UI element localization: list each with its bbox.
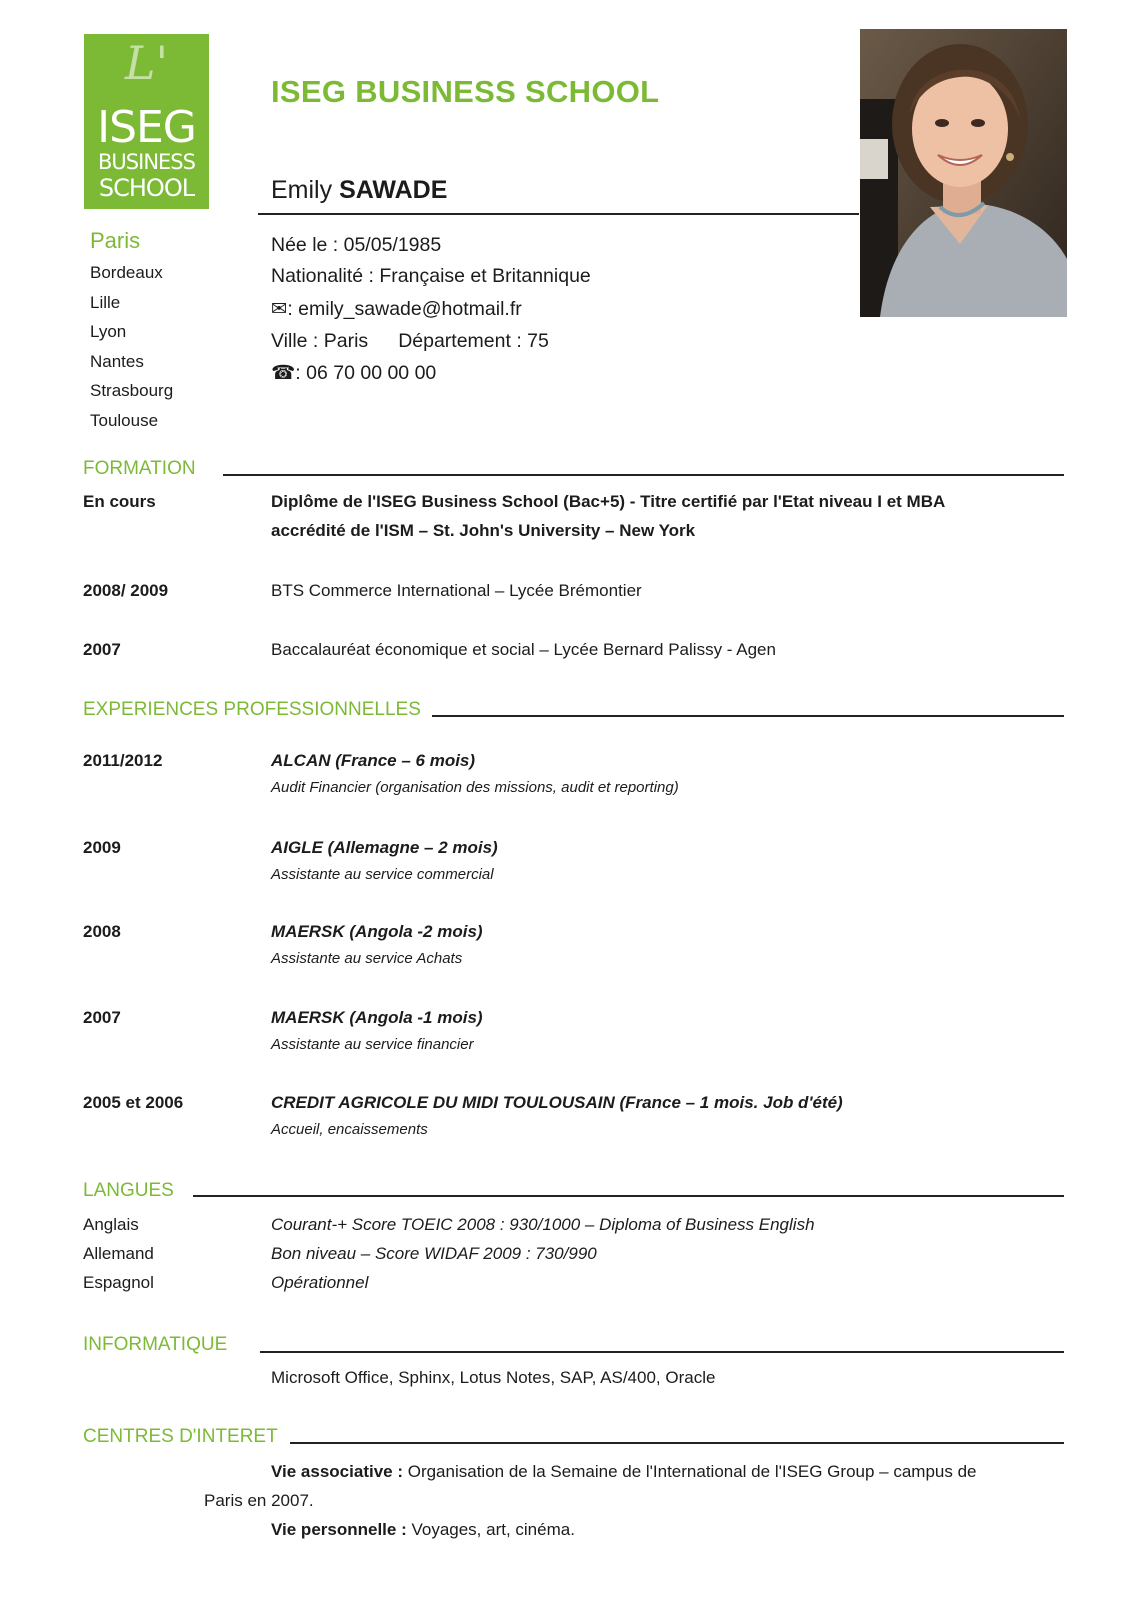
logo-mark: L' — [124, 36, 169, 90]
phone-line — [271, 361, 436, 385]
language-name: Espagnol — [83, 1273, 154, 1292]
section-divider — [260, 1351, 1064, 1353]
name-divider — [258, 213, 859, 215]
section-divider — [223, 474, 1064, 476]
it-skills-list: Microsoft Office, Sphinx, Lotus Notes, SAP, AS/400, Oracle — [271, 1368, 716, 1387]
section-title-experience: EXPERIENCES PROFESSIONNELLES — [83, 699, 421, 720]
section-title-interests: CENTRES D'INTERET — [83, 1426, 278, 1447]
experience-period: 2008 — [83, 922, 121, 941]
section-title-it: INFORMATIQUE — [83, 1334, 228, 1355]
language-name: Allemand — [83, 1244, 154, 1263]
formation-line: accrédité de l'ISM – St. John's University – New York — [271, 521, 696, 540]
formation-line: Baccalauréat économique et social – Lycée Bernard Palissy - Agen — [271, 640, 776, 659]
school-name: ISEG BUSINESS SCHOOL — [271, 74, 660, 109]
person-name — [271, 176, 447, 205]
language-level: Bon niveau – Score WIDAF 2009 : 730/990 — [271, 1244, 597, 1263]
email: : emily_sawade@hotmail.fr — [287, 298, 522, 320]
profile-photo — [860, 29, 1067, 317]
last-name: SAWADE — [339, 176, 448, 204]
department: Département : 75 — [398, 330, 549, 352]
experience-period: 2005 et 2006 — [83, 1093, 184, 1112]
formation-line: BTS Commerce International – Lycée Brémontier — [271, 581, 642, 600]
experience-company: MAERSK (Angola -2 mois) — [271, 922, 483, 941]
formation-period: 2008/ 2009 — [83, 581, 169, 600]
section-title-formation: FORMATION — [83, 458, 196, 479]
experience-role: Assistante au service Achats — [271, 950, 463, 967]
location-line — [271, 330, 549, 353]
logo-line-1: ISEG — [97, 102, 196, 153]
experience-role: Assistante au service commercial — [271, 866, 494, 883]
experience-role: Assistante au service financier — [271, 1036, 474, 1053]
formation-period: En cours — [83, 492, 156, 511]
experience-period: 2007 — [83, 1008, 121, 1027]
experience-role: Audit Financier (organisation des missions, audit et reporting) — [271, 779, 679, 796]
nationality: Nationalité : Française et Britannique — [271, 265, 591, 287]
logo-line-3: SCHOOL — [98, 174, 195, 202]
city-list — [90, 262, 173, 439]
birth-date: Née le : 05/05/1985 — [271, 234, 442, 256]
experience-role: Accueil, encaissements — [271, 1121, 428, 1138]
iseg-logo — [84, 34, 209, 209]
experience-period: 2009 — [83, 838, 121, 857]
interest-personal — [271, 1520, 575, 1540]
city-item: Nantes — [90, 351, 144, 371]
formation-line: Diplôme de l'ISEG Business School (Bac+5) - Titre certifié par l'Etat niveau I et MBA — [271, 492, 946, 511]
city-item: Lille — [90, 292, 121, 312]
experience-company: CREDIT AGRICOLE DU MIDI TOULOUSAIN (France – 1 mois. Job d'été) — [271, 1093, 843, 1112]
section-divider — [193, 1195, 1064, 1197]
interest-text: Organisation de la Semaine de l'International de l'ISEG Group – campus de — [403, 1462, 977, 1481]
interest-text: Voyages, art, cinéma. — [406, 1520, 575, 1539]
language-name: Anglais — [83, 1215, 139, 1234]
language-level: Courant-+ Score TOEIC 2008 : 930/1000 – Diploma of Business English — [271, 1215, 815, 1234]
experience-company: ALCAN (France – 6 mois) — [271, 751, 476, 770]
experience-period: 2011/2012 — [83, 751, 163, 770]
city: Ville : Paris — [271, 330, 369, 352]
email-line — [271, 297, 522, 321]
city-item: Strasbourg — [90, 381, 174, 400]
section-divider — [432, 715, 1064, 717]
envelope-icon: ✉ — [271, 298, 288, 320]
city-item: Lyon — [90, 322, 127, 341]
experience-company: AIGLE (Allemagne – 2 mois) — [271, 838, 498, 857]
logo-line-2: BUSINESS — [98, 150, 195, 174]
telephone-icon: ☎ — [271, 362, 296, 384]
city-item: Toulouse — [90, 410, 159, 430]
interest-label: Vie personnelle : — [271, 1520, 407, 1539]
city-item: Bordeaux — [90, 263, 163, 282]
interest-associative — [271, 1462, 977, 1482]
first-name: Emily — [271, 176, 333, 204]
formation-period: 2007 — [83, 640, 121, 659]
interest-text-continued: Paris en 2007. — [204, 1491, 314, 1510]
experience-company: MAERSK (Angola -1 mois) — [271, 1008, 483, 1027]
section-title-languages: LANGUES — [83, 1180, 174, 1201]
language-level: Opérationnel — [271, 1273, 369, 1292]
interest-label: Vie associative : — [271, 1462, 403, 1481]
section-divider — [290, 1442, 1064, 1444]
city-main: Paris — [90, 228, 141, 253]
phone: : 06 70 00 00 00 — [295, 362, 437, 384]
